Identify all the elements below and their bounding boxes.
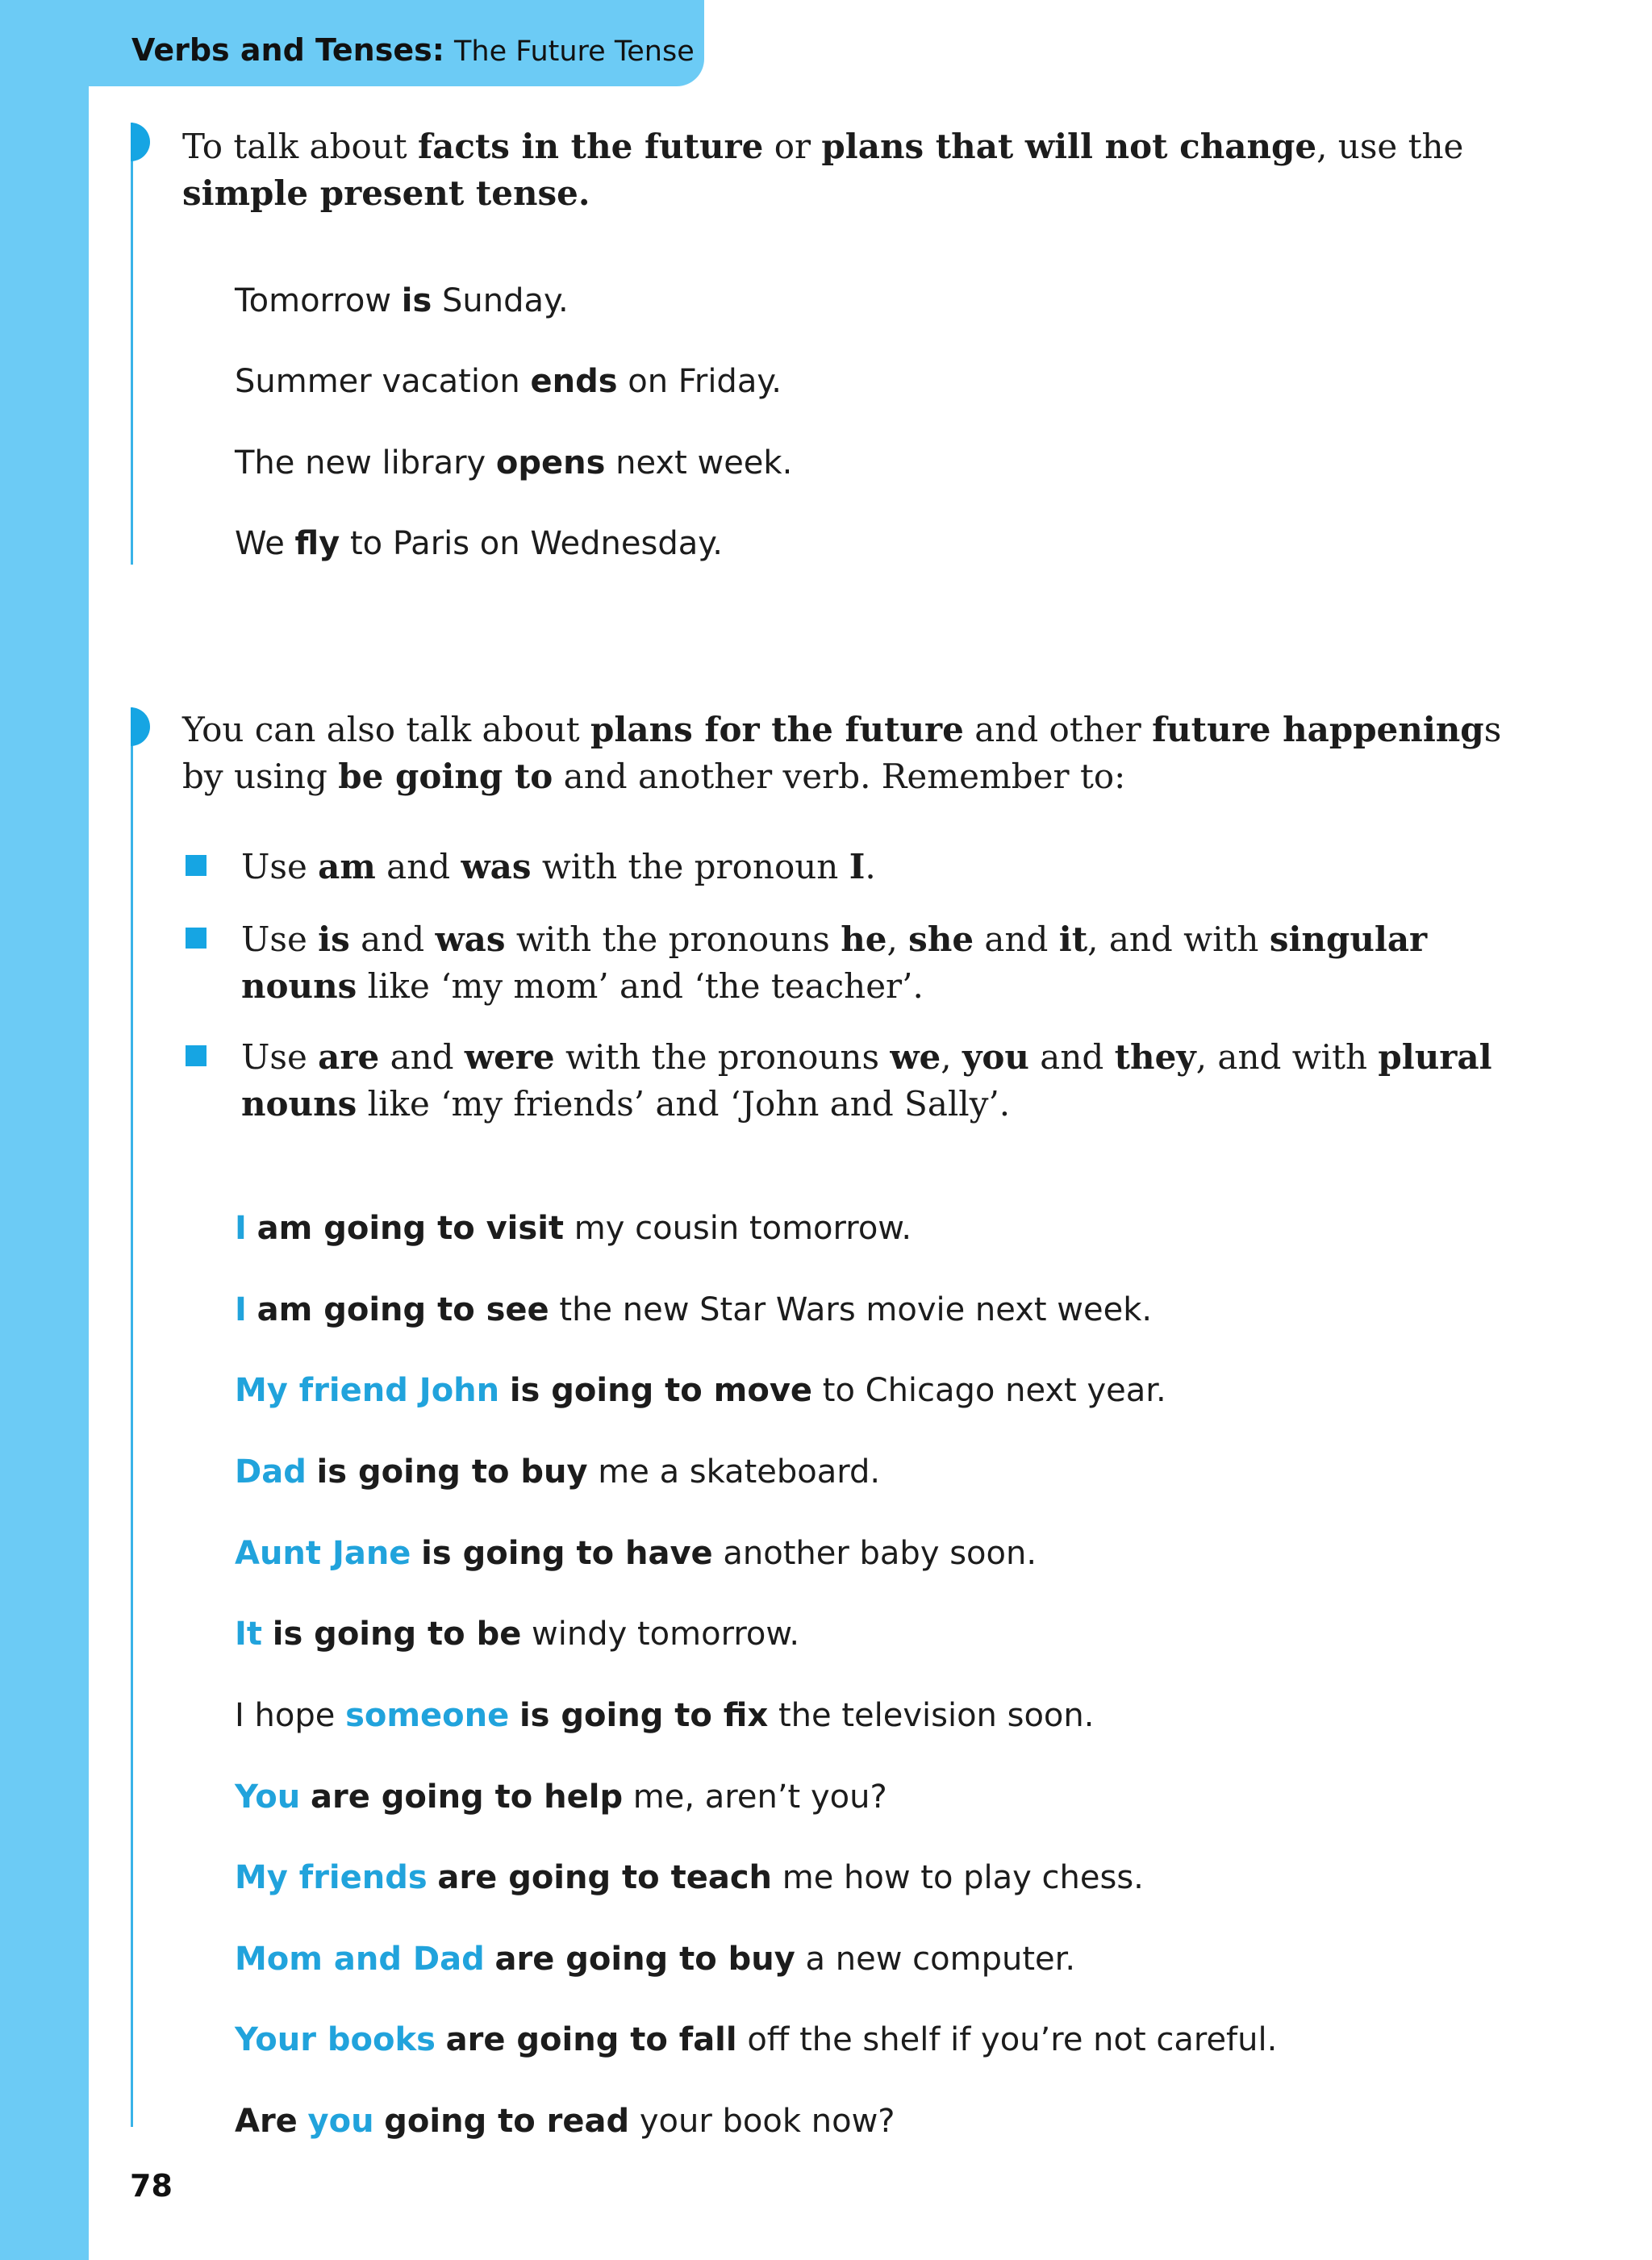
rule1-intro-bold: simple present tense. [182, 173, 590, 213]
bullet-square-icon [186, 1045, 206, 1066]
rule2-example: Mom and Dad are going to buy a new computer. [235, 1941, 1076, 1978]
rule2-example: I am going to see the new Star Wars movie next week. [235, 1291, 1153, 1328]
rule1-marker [131, 123, 150, 161]
rule1-intro-text: To talk about [182, 127, 419, 166]
rule2-example: Aunt Jane is going to have another baby soon. [235, 1535, 1037, 1572]
header-subsection: The Future Tense [454, 35, 695, 68]
rule1-intro-bold: plans that will not change [821, 127, 1317, 166]
bullet-square-icon [186, 928, 206, 949]
rule2-example: Your books are going to fall off the shelf if you’re not careful. [235, 2021, 1278, 2058]
page-number: 78 [130, 2168, 173, 2204]
rule2-intro: You can also talk about plans for the future and other future happenings by using be going to and another verb. Remember to: [182, 710, 1502, 796]
rule1-example: Tomorrow is Sunday. [235, 282, 569, 319]
rule2-vertical-line [131, 707, 133, 2127]
rule2-marker [131, 707, 150, 746]
bullet-square-icon [186, 855, 206, 876]
rule2-example: My friends are going to teach me how to play chess. [235, 1859, 1144, 1896]
rule2-example: Dad is going to buy me a skateboard. [235, 1453, 881, 1491]
running-header [131, 32, 695, 68]
bullet-item: Use is and was with the pronouns he, she and it, and with singular nouns like ‘my mom’ and ‘the teacher’. [241, 919, 1428, 1006]
rule2-example: You are going to help me, aren’t you? [235, 1778, 887, 1816]
rule1-intro [182, 123, 1505, 217]
rule1-intro-bold: facts in the future [418, 127, 764, 166]
rule1-vertical-line [131, 123, 133, 565]
header-section: Verbs and Tenses: [131, 32, 444, 68]
left-color-band [0, 0, 89, 2260]
rule1-intro-text: or [763, 127, 822, 166]
bullet-item: Use are and were with the pronouns we, you and they, and with plural nouns like ‘my friends’ and ‘John and Sally’. [241, 1037, 1492, 1124]
rule1-example: We fly to Paris on Wednesday. [235, 525, 723, 562]
bullet-item: Use am and was with the pronoun I. [241, 847, 876, 886]
rule2-example: I hope someone is going to fix the television soon. [235, 1697, 1095, 1734]
rule1-example: Summer vacation ends on Friday. [235, 363, 782, 400]
rule2-example: It is going to be windy tomorrow. [235, 1616, 800, 1653]
rule2-example: I am going to visit my cousin tomorrow. [235, 1210, 912, 1247]
rule2-question-example: Are you going to read your book now? [235, 2103, 895, 2140]
rule1-example: The new library opens next week. [235, 444, 793, 482]
rule2-example: My friend John is going to move to Chicago next year. [235, 1372, 1166, 1409]
rule1-intro-text: , use the [1316, 127, 1464, 166]
